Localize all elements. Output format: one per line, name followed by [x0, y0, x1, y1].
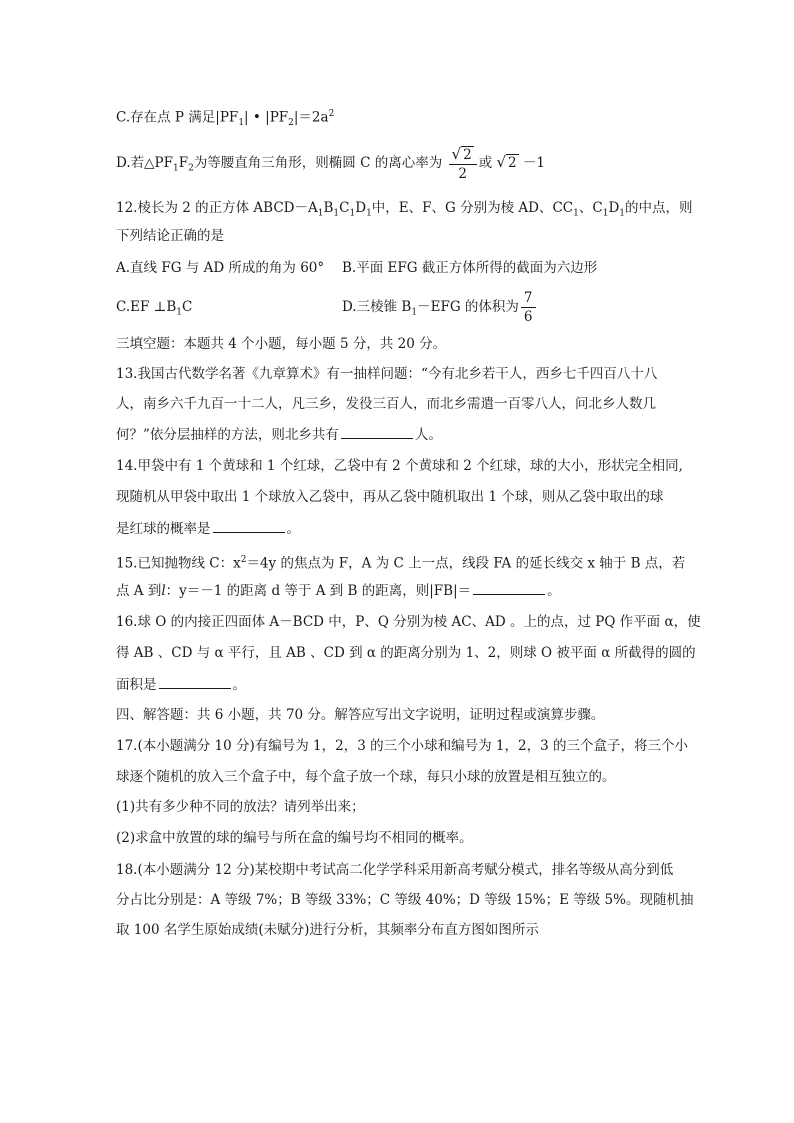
q18-line1: 18.(本小题满分 12 分)某校期中考试高二化学学科采用新高考赋分模式，排名等级从高分到低: [116, 862, 674, 878]
answer-blank: [159, 674, 231, 689]
q12-option-c: C.EF $\perp B_1C$: [116, 299, 193, 318]
q14-line3: 是红球的概率是 。: [116, 518, 300, 539]
q17-line2: 球逐个随机的放入三个盒子中，每个盒子放一个球，每只小球的放置是相互独立的。: [116, 769, 616, 785]
q12-stem-line2: 下列结论正确的是: [116, 228, 224, 244]
q13-line3: 何？”依分层抽样的方法，则北乡共有 人。: [116, 424, 442, 445]
q13-line1: 13.我国古代数学名著《九章算术》有一抽样问题：“今有北乡若干人，西乡七千四百八十八: [116, 366, 658, 382]
q12-stem-line1: 12.棱长为 2 的正方体 $ABCD-A_1B_1C_1D_1$中，E、F、G 分别为棱 AD、$CC_1$、$C_1D_1$的中点，则: [116, 200, 693, 219]
q18-line3: 取 100 名学生原始成绩(未赋分)进行分析，其频率分布直方图如图所示: [116, 922, 539, 938]
q17-part1: (1)共有多少种不同的放法？请列举出来；: [116, 799, 365, 815]
q13-line2: 人，南乡六千九百一十二人，凡三乡，发役三百人，而北乡需遣一百零八人，问北乡人数几: [116, 396, 656, 412]
q12-options-cd: [116, 287, 716, 327]
q12-option-a: A.直线 FG 与 AD 所成的角为 60°: [116, 260, 325, 276]
q14-line1: 14.甲袋中有 1 个黄球和 1 个红球，乙袋中有 2 个黄球和 2 个红球，球的大小，形状完全相同,: [116, 458, 683, 474]
answer-blank: [213, 518, 285, 533]
sqrt-2: √ 2: [496, 153, 517, 171]
q12-option-b: B.平面 EFG 截正方体所得的截面为六边形: [342, 260, 598, 276]
q16-line3: 面积是 。: [116, 674, 246, 695]
section-3-heading: 三填空题：本题共 4 个小题，每小题 5 分，共 20 分。: [116, 336, 447, 352]
answer-blank: [473, 580, 545, 595]
q17-part2: (2)求盒中放置的球的编号与所在盒的编号均不相同的概率。: [116, 830, 473, 846]
q17-line1: 17.(本小题满分 10 分)有编号为 1，2，3 的三个小球和编号为 1，2，3 的三个盒子，将三个小: [116, 738, 688, 754]
q14-line2: 现随机从甲袋中取出 1 个球放入乙袋中，再从乙袋中随机取出 1 个球，则从乙袋中取出的球: [116, 489, 664, 505]
q11-option-c: C.存在点 P 满足$|PF_1|$ • $|PF_2|=2a^2$: [116, 109, 335, 129]
q15-line1: 15.已知抛物线 C：$x^2=4y$ 的焦点为 F，A 为 C 上一点，线段 FA 的延长线交 x 轴于 B 点，若: [116, 555, 686, 572]
q12-options-ab: [116, 258, 716, 278]
answer-blank: [341, 424, 413, 439]
section-4-heading: 四、解答题：共 6 小题，共 70 分。解答应写出文字说明，证明过程或演算步骤。: [116, 707, 605, 723]
q16-line1: 16.球 O 的内接正四面体 A－BCD 中，P、Q 分别为棱 AC、AD 。上的点，过 PQ 作平面 α，使: [116, 614, 701, 630]
fraction-7-over-6: $\frac{7}{6}$: [521, 289, 536, 326]
q18-line2: 分占比分别是：A 等级 7%；B 等级 33%；C 等级 40%；D 等级 15%；E 等级 5%。现随机抽: [116, 892, 694, 908]
q11-option-d: D.若$\triangle PF_1F_2$为等腰直角三角形，则椭圆 C 的离心率为 $\frac{√ 2}{2}$ 或 √ 2 －1: [116, 142, 545, 189]
fraction-sqrt2-over-2: $\frac{√ 2}{2}$: [449, 145, 477, 183]
q15-line2: 点 A 到l：y＝－1 的距离 d 等于 A 到 B 的距离，则|FB|＝ 。: [116, 580, 561, 601]
q16-line2: 得 AB 、CD 与 α 平行，且 AB 、CD 到 α 的距离分别为 1、2，则球 O 被平面 α 所截得的圆的: [116, 645, 696, 661]
q12-option-d: D.三棱锥 $B_1-EFG$ 的体积为 $\frac{7}{6}$: [342, 287, 538, 333]
